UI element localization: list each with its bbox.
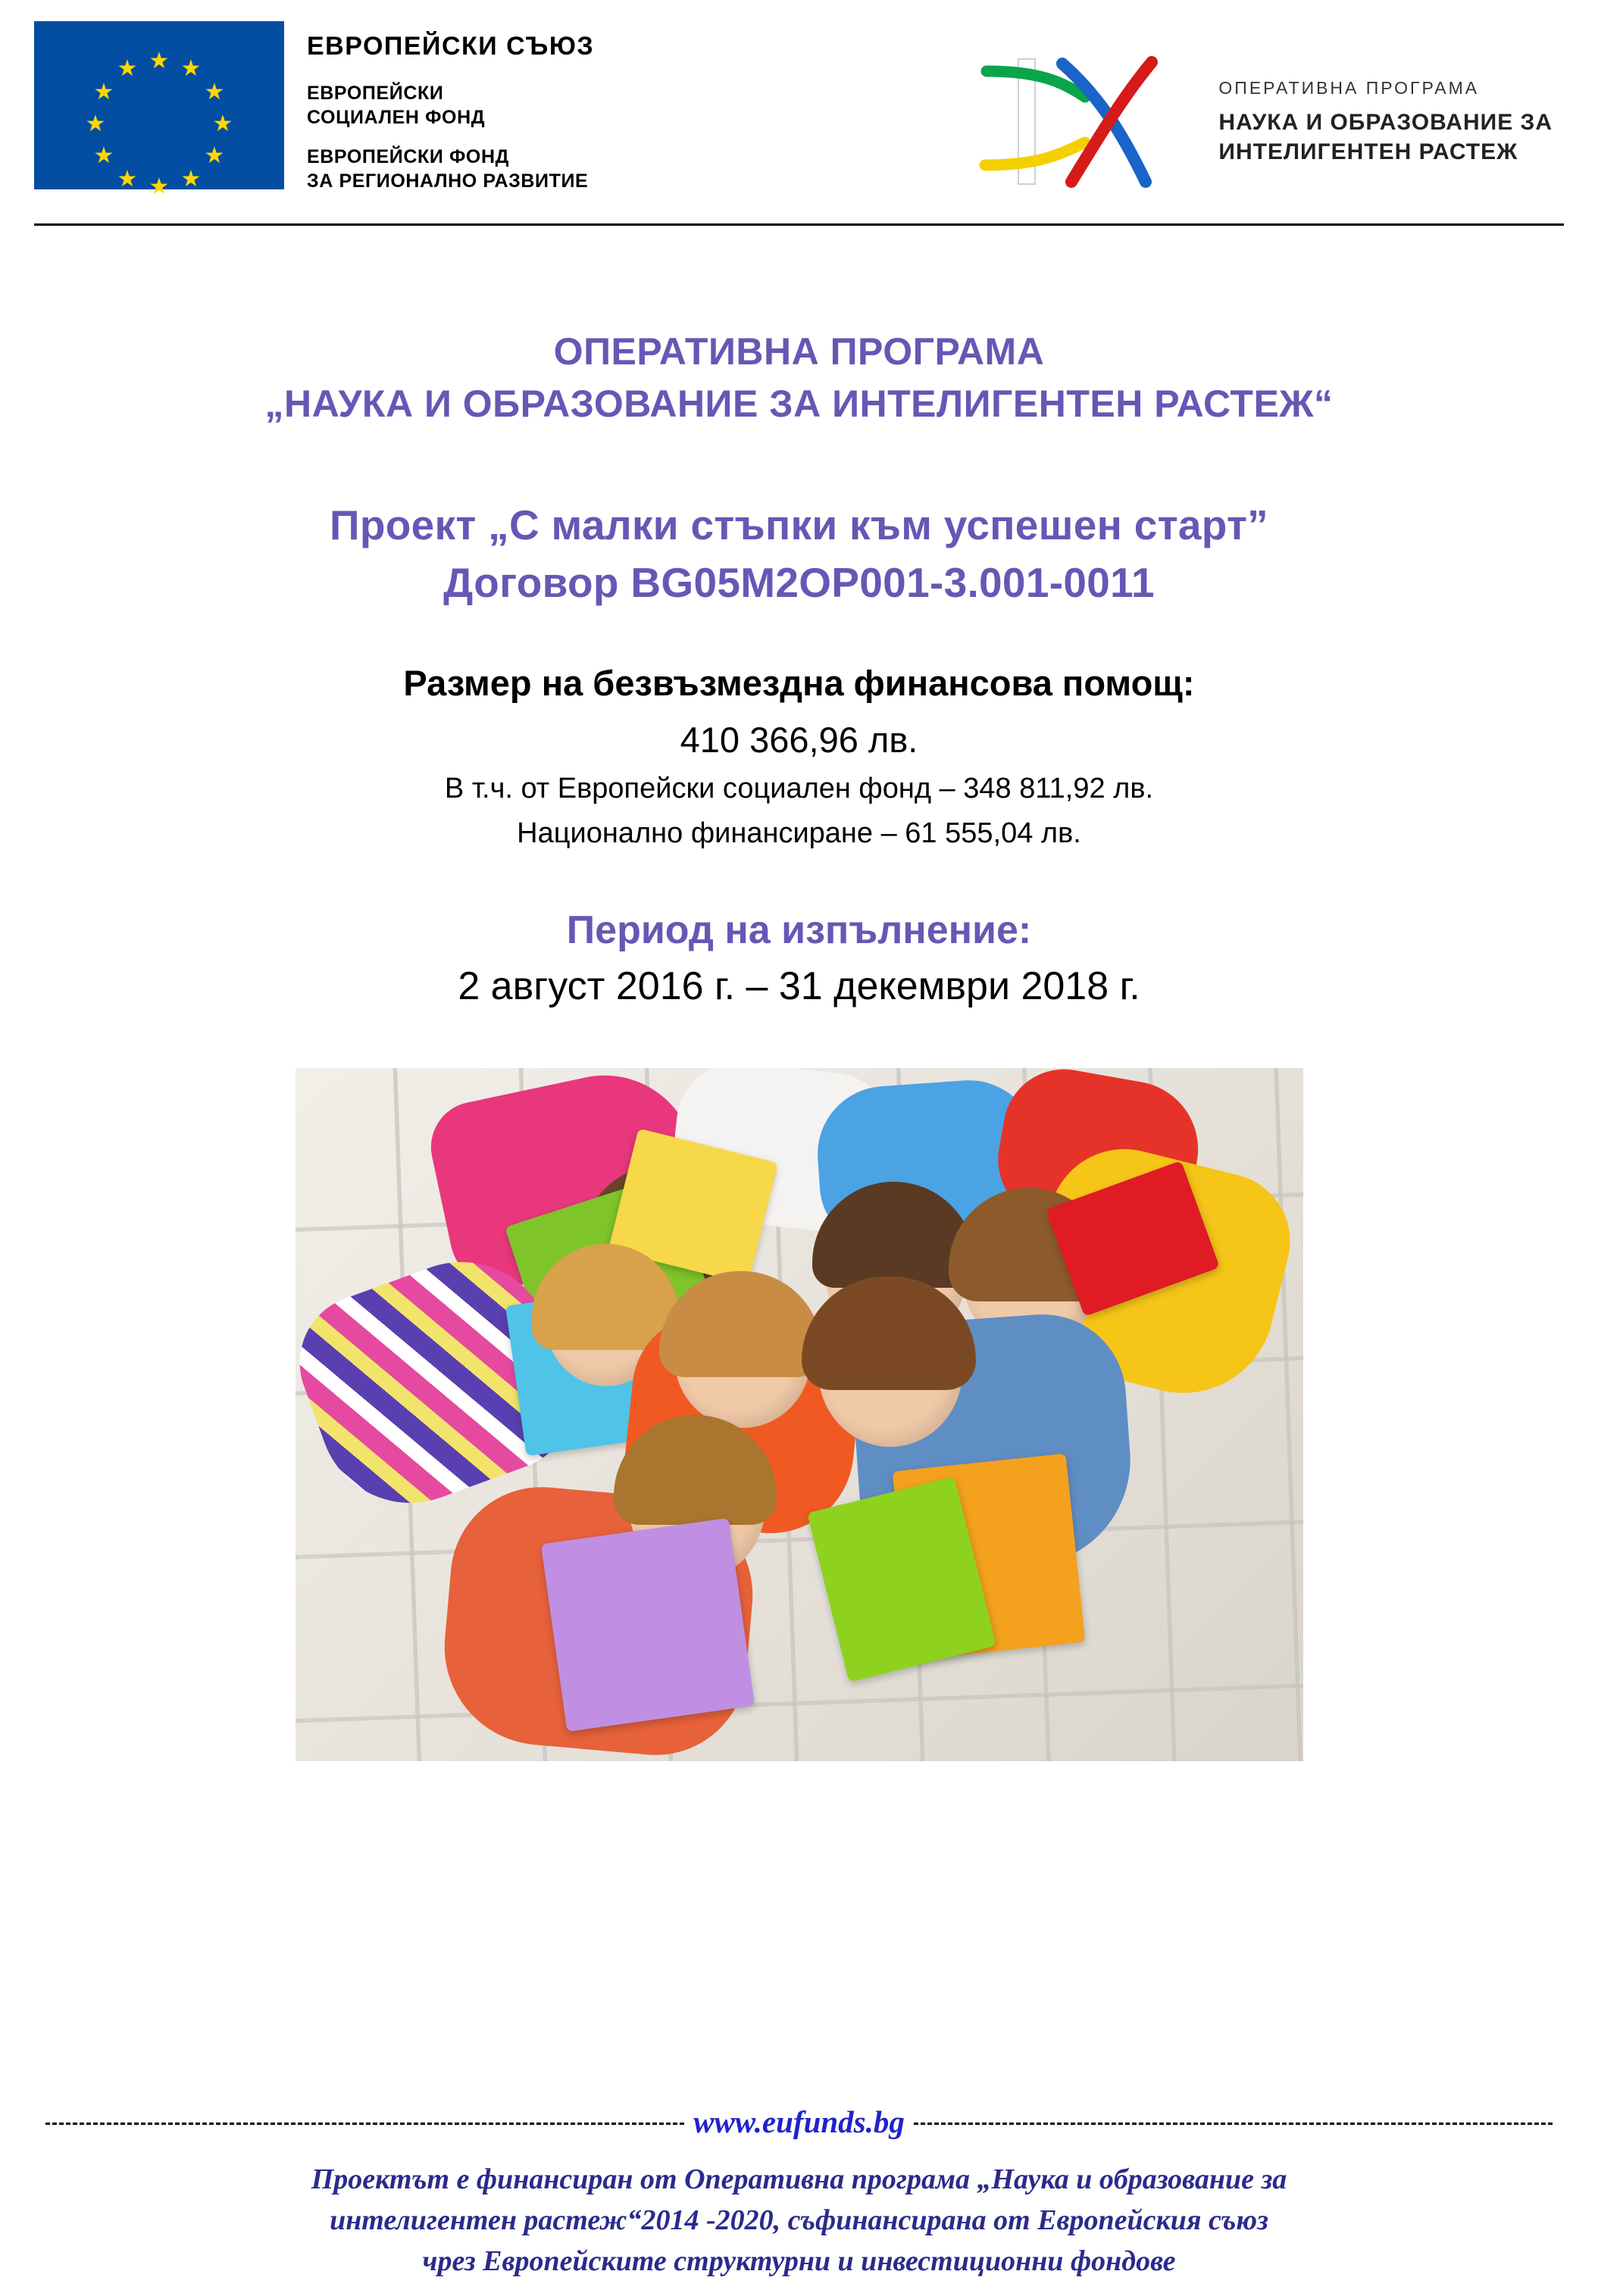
grant-amount: 410 366,96 лв. — [680, 719, 918, 760]
eu-emblem-block — [34, 21, 594, 208]
op-logo-block — [971, 21, 1553, 192]
eu-fund-erdf — [307, 145, 594, 193]
eu-title: ЕВРОПЕЙСКИ СЪЮЗ — [307, 32, 595, 61]
period-label: Период на изпълнение: — [566, 907, 1032, 952]
eu-fund-esf — [307, 81, 594, 130]
op-logo-text — [1218, 77, 1553, 167]
program-heading-line1: ОПЕРАТИВНА ПРОГРАМА — [553, 330, 1045, 373]
eu-text-block — [307, 21, 594, 208]
children-photo — [296, 1068, 1303, 1761]
op-logo-name-line1: НАУКА И ОБРАЗОВАНИЕ ЗА — [1218, 110, 1553, 136]
funding-disclaimer — [45, 2160, 1553, 2282]
document-header — [0, 0, 1598, 220]
eu-fund-erdf-line2: ЗА РЕГИОНАЛНО РАЗВИТИЕ — [307, 170, 589, 192]
eu-flag-icon: ★ ★ ★ ★ ★ ★ ★ ★ ★ ★ ★ ★ — [34, 21, 284, 189]
footer-dashes-right — [914, 2123, 1553, 2125]
op-science-education-logo-icon — [971, 52, 1199, 192]
eu-fund-esf-line1: ЕВРОПЕЙСКИ — [307, 83, 444, 104]
footer-url-line — [45, 2104, 1553, 2140]
eu-fund-esf-line2: СОЦИАЛЕН ФОНД — [307, 107, 486, 128]
funding-disclaimer-line3: чрез Европейските структурни и инвестиционни фондове — [422, 2245, 1176, 2278]
footer-dashes-left — [45, 2123, 684, 2125]
period-value: 2 август 2016 г. – 31 декември 2018 г. — [458, 964, 1140, 1008]
eu-fund-erdf-line1: ЕВРОПЕЙСКИ ФОНД — [307, 146, 510, 167]
header-divider — [34, 223, 1564, 226]
grant-label: Размер на безвъзмездна финансова помощ: — [403, 662, 1195, 703]
program-heading-line2: „НАУКА И ОБРАЗОВАНИЕ ЗА ИНТЕЛИГЕНТЕН РАСТЕЖ“ — [264, 383, 1334, 425]
project-heading — [68, 497, 1530, 612]
op-logo-kicker: ОПЕРАТИВНА ПРОГРАМА — [1218, 77, 1480, 98]
book — [540, 1518, 754, 1732]
grant-esf-amount: В т.ч. от Европейски социален фонд – 348 811,92 лв. — [444, 772, 1154, 804]
grant-national-amount: Национално финансиране – 61 555,04 лв. — [517, 817, 1081, 849]
document-footer — [0, 2104, 1598, 2296]
project-contract-number: Договор BG05M2OP001-3.001-0011 — [443, 558, 1155, 606]
funding-disclaimer-line2: интелигентен растеж“2014 -2020, съфинансирана от Европейския съюз — [330, 2204, 1268, 2237]
project-title: Проект „С малки стъпки към успешен старт” — [330, 501, 1268, 548]
eufunds-link[interactable]: www.eufunds.bg — [693, 2104, 905, 2140]
funding-disclaimer-line1: Проектът е финансиран от Оперативна програма „Наука и образование за — [311, 2163, 1287, 2196]
op-logo-name-line2: ИНТЕЛИГЕНТЕН РАСТЕЖ — [1218, 139, 1518, 165]
program-heading — [68, 326, 1530, 430]
main-content — [0, 220, 1598, 1761]
